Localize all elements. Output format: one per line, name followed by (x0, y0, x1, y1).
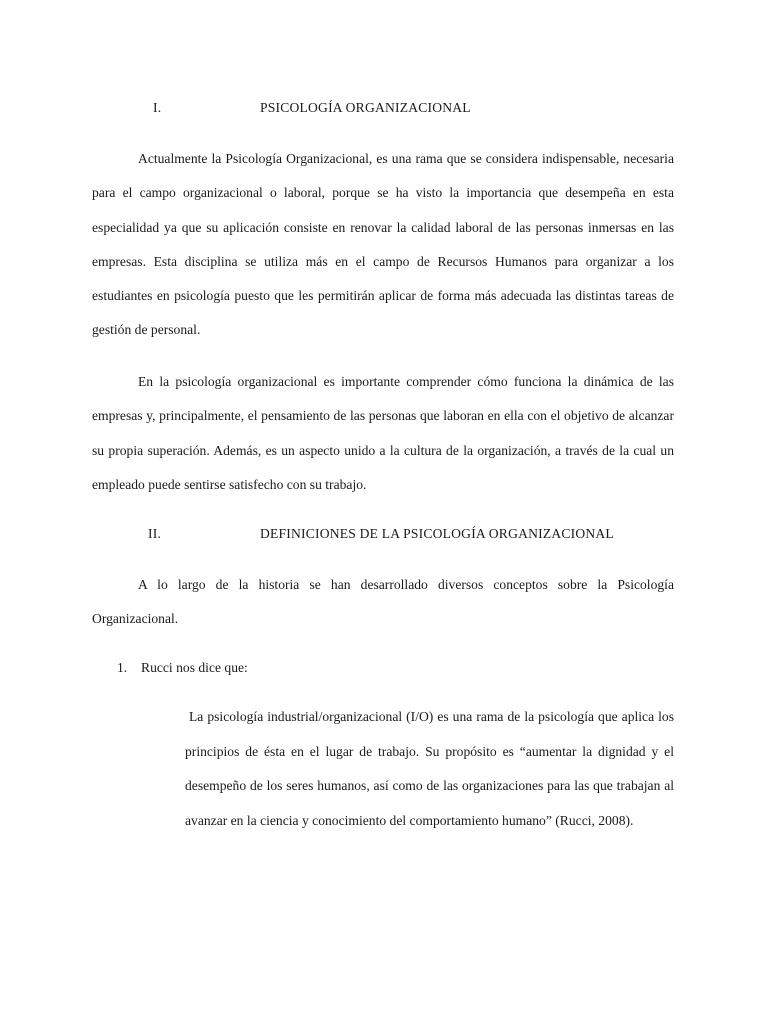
section-heading-1 (0, 100, 768, 122)
list-item (117, 660, 248, 676)
body-paragraph-3: A lo largo de la historia se han desarrollado diversos conceptos sobre la Psicología Organizacional. (92, 577, 674, 627)
section-title-1: PSICOLOGÍA ORGANIZACIONAL (260, 100, 471, 115)
body-paragraph-1: Actualmente la Psicología Organizacional, es una rama que se considera indispensable, necesaria para el campo organizacional o laboral, porque se ha visto la importancia que desempeña en esta especialidad ya que su aplicación consiste en renovar la calidad laboral de las personas inmersas en las empresas. Esta disciplina se utiliza más en el campo de Recursos Humanos para organizar a los estudiantes en psicología puesto que les permitirán aplicar de forma más adecuada las distintas tareas de gestión de personal. (92, 151, 674, 338)
list-item-text: Rucci nos dice que: (141, 660, 248, 675)
block-quote: La psicología industrial/organizacional (I/O) es una rama de la psicología que aplica los principios de ésta en el lugar de trabajo. Su propósito es “aumentar la dignidad y el desempeño de los seres humanos, así como de las organizaciones para las que trabajan al avanzar en la ciencia y conocimiento del comportamiento humano” (Rucci, 2008). (185, 709, 674, 828)
section-title-2: DEFINICIONES DE LA PSICOLOGÍA ORGANIZACIONAL (260, 526, 614, 541)
section-number-1: I. (153, 100, 162, 115)
list-item-number: 1. (117, 660, 128, 675)
body-paragraph-2: En la psicología organizacional es importante comprender cómo funciona la dinámica de las empresas y, principalmente, el pensamiento de las personas que laboran en ella con el objetivo de alcanzar su propia superación. Además, es un aspecto unido a la cultura de la organización, a través de la cual un empleado puede sentirse satisfecho con su trabajo. (92, 374, 674, 492)
section-number-2: II. (148, 526, 162, 541)
section-heading-2 (0, 526, 768, 548)
